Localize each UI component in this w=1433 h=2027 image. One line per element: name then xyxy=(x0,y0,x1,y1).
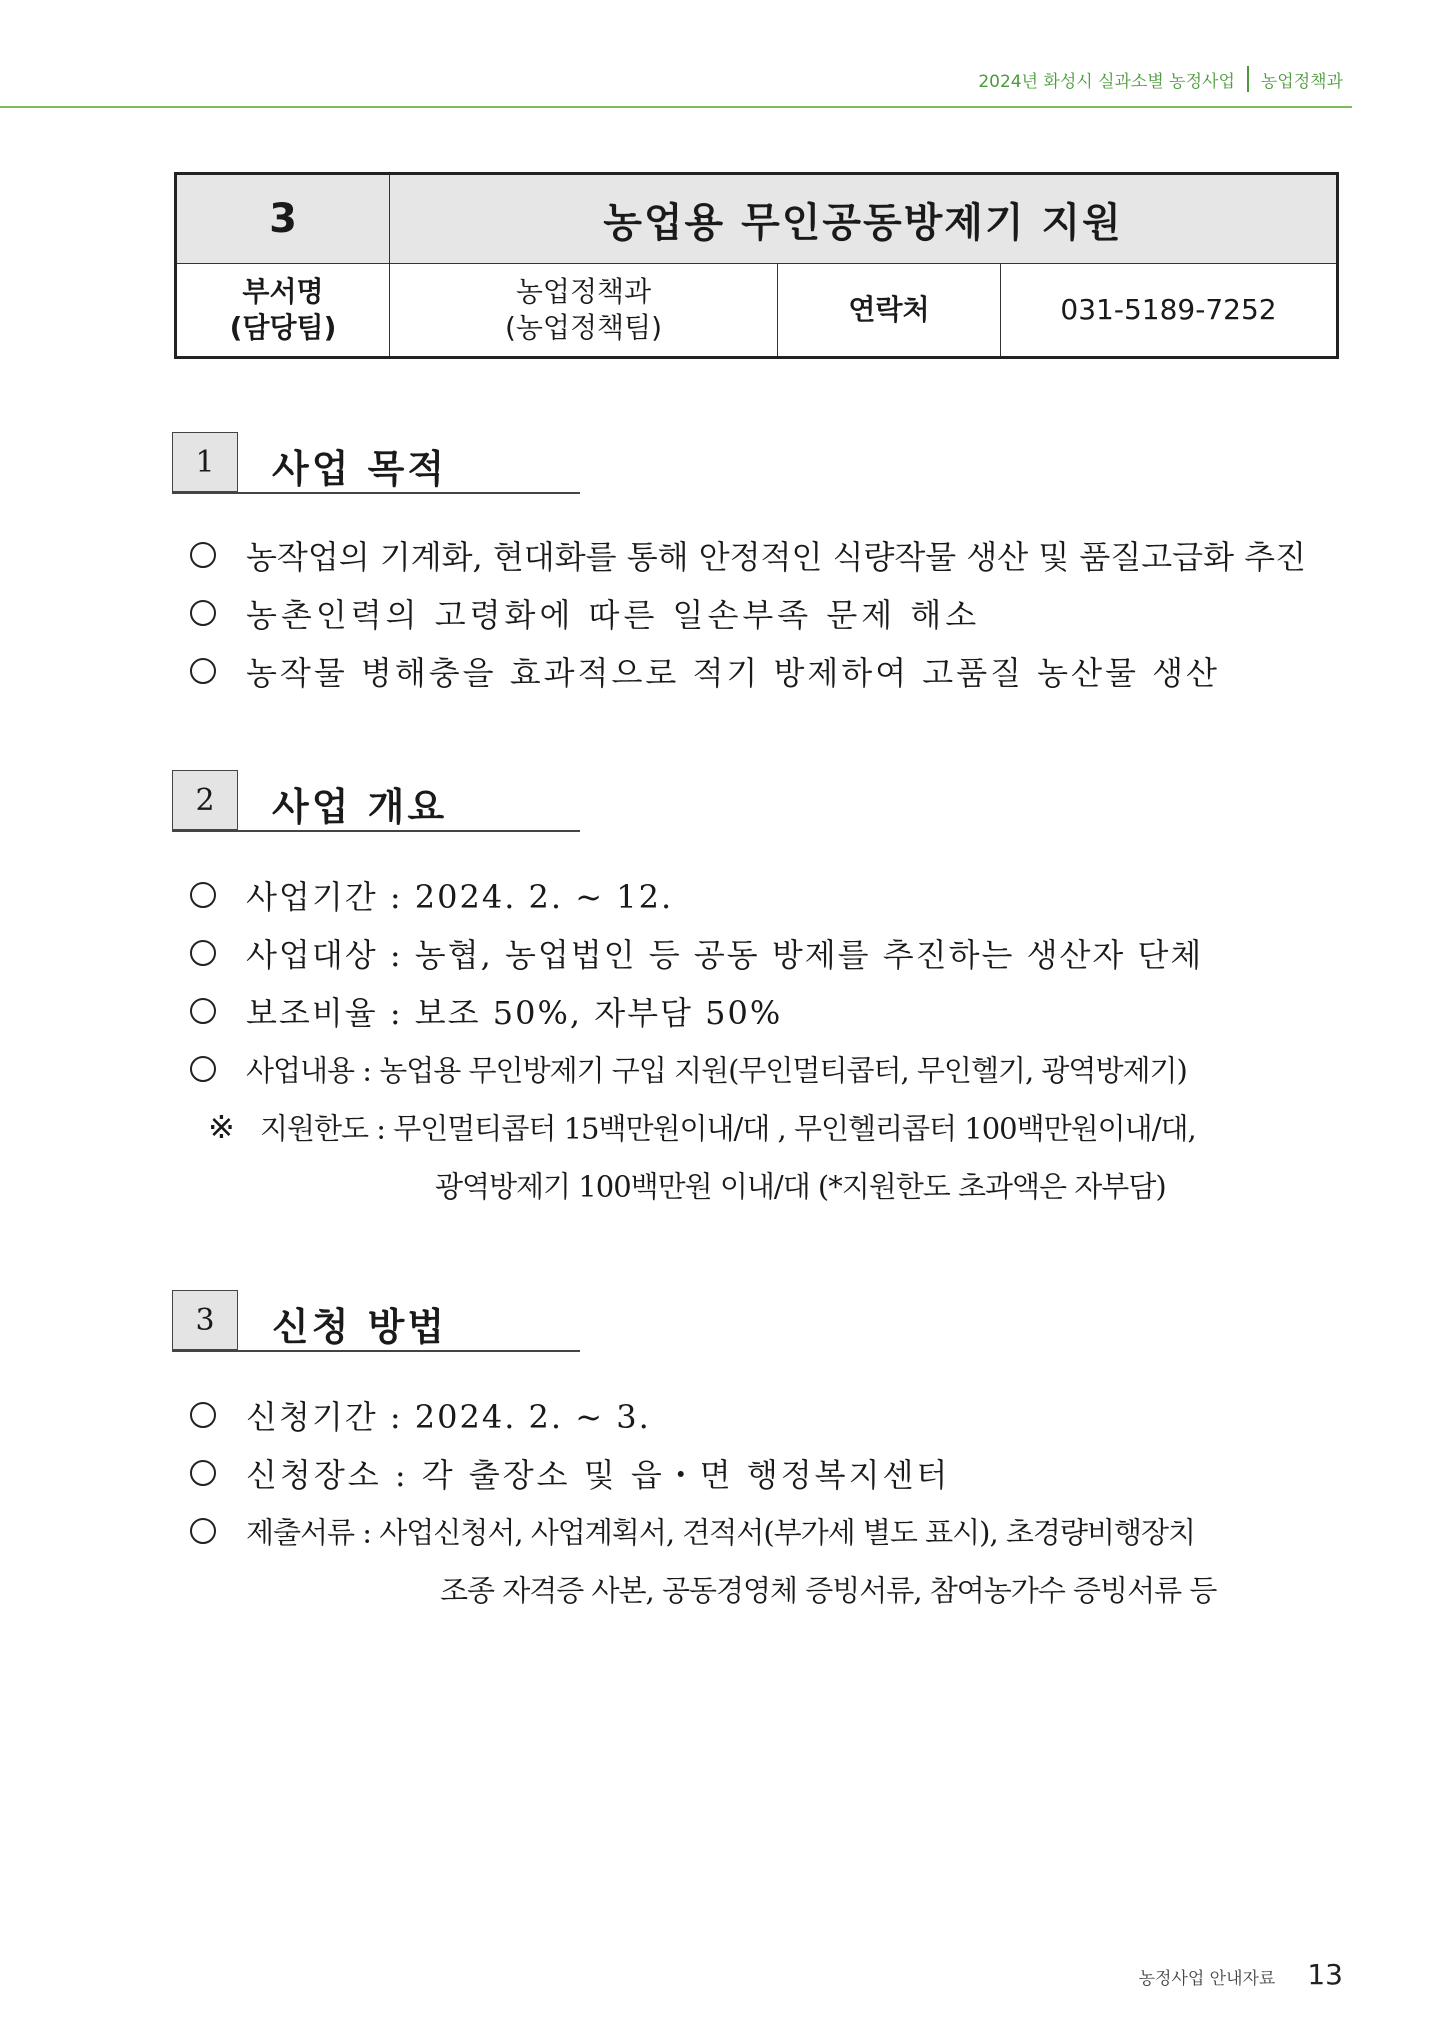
contact-value: 031-5189-7252 xyxy=(1001,264,1338,358)
info-row xyxy=(176,264,1338,358)
footer-label: 농정사업 안내자료 xyxy=(1138,1969,1276,1989)
section-heading-overview xyxy=(172,770,580,832)
dept-label xyxy=(176,264,390,358)
circle-bullet-icon xyxy=(190,998,216,1024)
section-heading-application xyxy=(172,1290,580,1352)
section-underline xyxy=(172,1350,580,1352)
section-number: 2 xyxy=(172,770,238,830)
page-number: 13 xyxy=(1307,1958,1343,1991)
header-doc-title: 2024년 화성시 실과소별 농정사업 xyxy=(978,71,1235,92)
dept-label-line2: (담당팀) xyxy=(229,311,337,344)
section-title: 사업 개요 xyxy=(272,785,448,829)
circle-bullet-icon xyxy=(190,1402,216,1428)
program-number: 3 xyxy=(176,174,390,264)
circle-bullet-icon xyxy=(190,600,216,626)
title-row xyxy=(176,174,1338,264)
section-heading-purpose xyxy=(172,432,580,494)
dept-label-line1: 부서명 xyxy=(242,274,324,308)
contact-label: 연락처 xyxy=(778,264,1001,358)
circle-bullet-icon xyxy=(190,882,216,908)
section-title: 신청 방법 xyxy=(272,1305,448,1349)
circle-bullet-icon xyxy=(190,542,216,568)
dept-value xyxy=(390,264,778,358)
circle-bullet-icon xyxy=(190,658,216,684)
circle-bullet-icon xyxy=(190,940,216,966)
dept-value-line2: (농업정책팀) xyxy=(504,311,663,344)
section-underline xyxy=(172,492,580,494)
page-footer xyxy=(1139,1958,1343,1991)
section-number: 3 xyxy=(172,1290,238,1350)
circle-bullet-icon xyxy=(190,1460,216,1486)
dept-value-line1: 농업정책과 xyxy=(515,274,652,308)
circle-bullet-icon xyxy=(190,1056,216,1082)
program-title: 농업용 무인공동방제기 지원 xyxy=(390,174,1338,264)
header-divider xyxy=(1247,66,1249,92)
section-number: 1 xyxy=(172,432,238,492)
reference-mark-icon: ※ xyxy=(208,1108,235,1146)
section-underline xyxy=(172,830,580,832)
header-rule xyxy=(0,106,1352,108)
header-dept: 농업정책과 xyxy=(1260,71,1343,92)
title-table xyxy=(174,172,1339,359)
circle-bullet-icon xyxy=(190,1518,216,1544)
running-header xyxy=(978,64,1343,94)
section-title: 사업 목적 xyxy=(272,447,448,491)
